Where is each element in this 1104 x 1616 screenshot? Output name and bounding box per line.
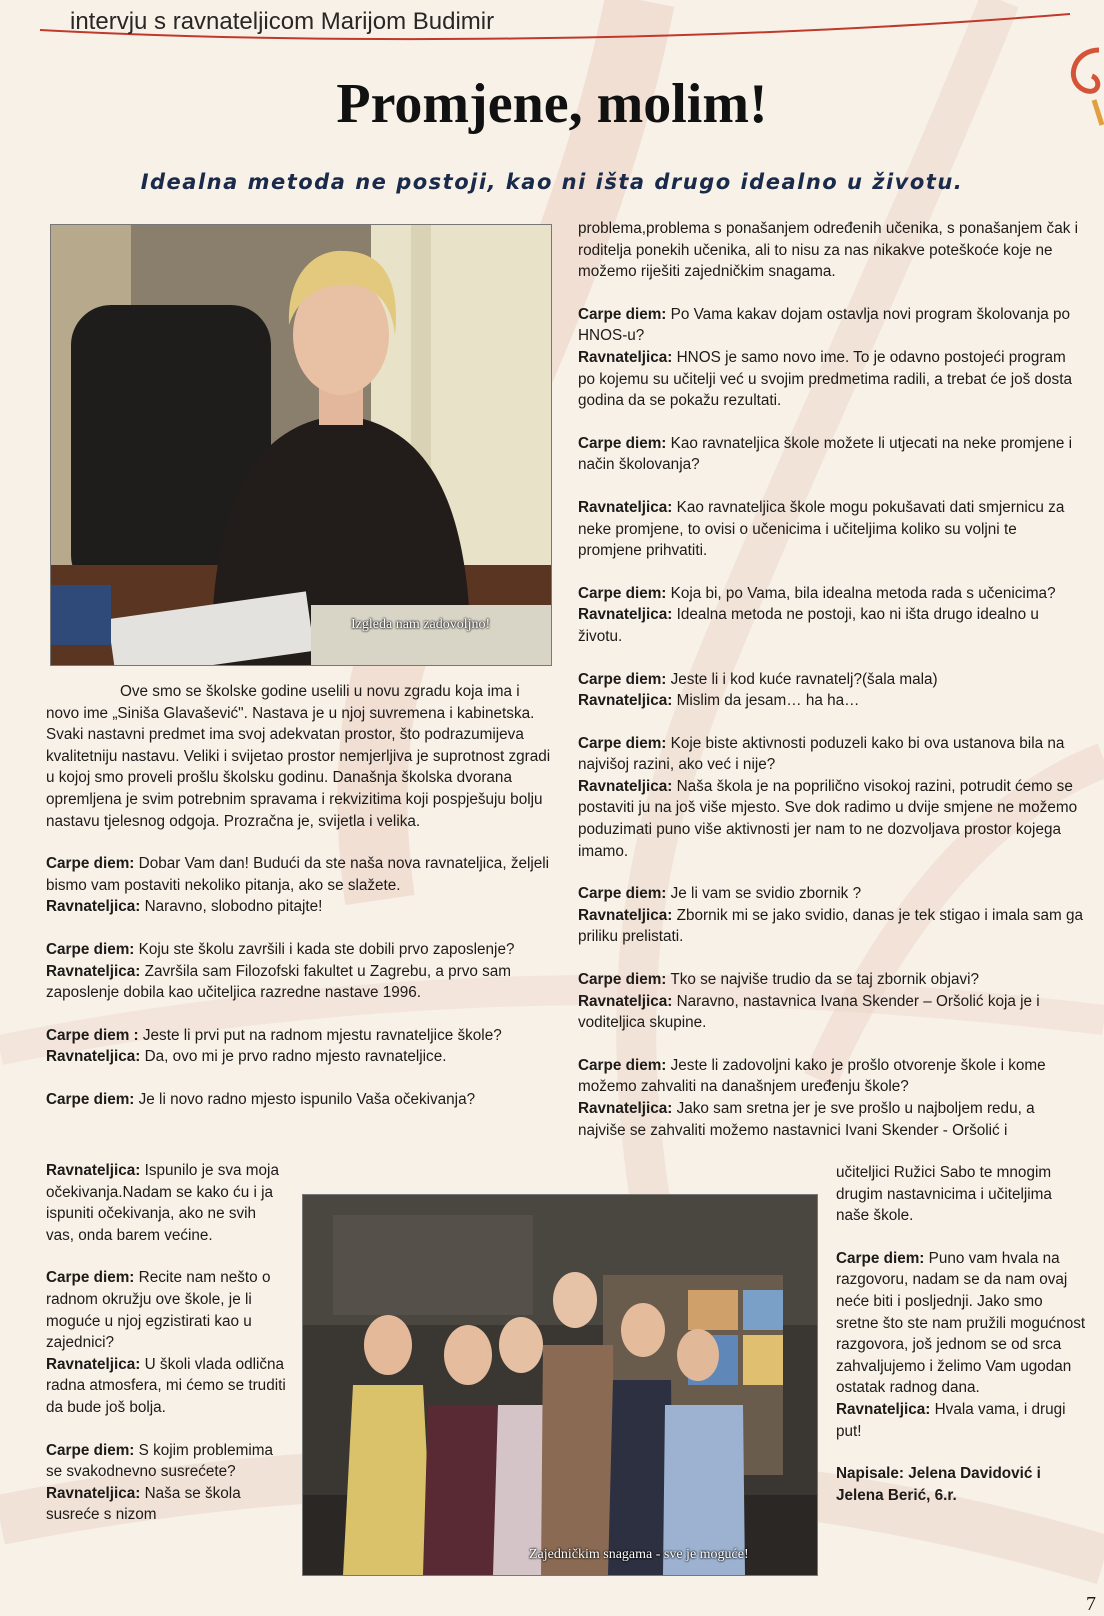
- intro-paragraph: Ove smo se školske godine uselili u novu zgradu koja ima i novo ime „Siniša Glavašević". Nastava je u njoj suvremena i kabinetska. Svaki nastavni predmet ima svoj adekvatan prostor, što podrazumijeva kvalitetniju nastavu. Veliki i svijetao prostor nemjerljiva je suprotnost zgradi u kojoj smo proveli prošlu školsku godinu. Današnja školska dvorana opremljena je svim potrebnim spravama i rekvizitima koji pospješuju bolju nastavu tjelesnog odgoja. Prozračna je, svijetla i velika.: [46, 683, 551, 830]
- question-text: S kojim problemima se svakodnevno susrećete?: [46, 1441, 273, 1481]
- interviewer-label: Carpe diem:: [46, 855, 135, 873]
- principal-photo-image: [51, 225, 551, 665]
- answer-text: U školi vlada odlična radna atmosfera, mi ćemo se truditi da bude još bolja.: [46, 1355, 286, 1416]
- principal-label: Ravnateljica:: [578, 1100, 673, 1117]
- interviewer-label: Carpe diem:: [46, 1090, 135, 1108]
- question-text: Jeste li prvi put na radnom mjestu ravnateljice škole?: [142, 1026, 502, 1044]
- principal-label: Ravnateljica:: [46, 898, 141, 916]
- interviewer-label: Carpe diem:: [578, 584, 667, 602]
- answer-text: Da, ovo mi je prvo radno mjesto ravnateljice.: [144, 1048, 447, 1066]
- interviewer-label: Carpe diem:: [578, 670, 667, 688]
- principal-label: Ravnateljica:: [46, 1048, 141, 1066]
- group-photo-caption: Zajedničkim snagama - sve je moguće!: [529, 1547, 749, 1562]
- answer-text: Hvala vama, i drugi put!: [836, 1400, 1066, 1440]
- page-number: 7: [1086, 1593, 1096, 1615]
- interviewer-label: Carpe diem:: [578, 434, 667, 452]
- interviewer-label: Carpe diem:: [578, 734, 667, 752]
- interviewer-label: Carpe diem:: [578, 885, 667, 903]
- qa-block: [578, 304, 1084, 412]
- qa-block: [578, 1055, 1084, 1141]
- answer-text: Idealna metoda ne postoji, kao ni išta drugo idealno u životu.: [578, 606, 1039, 645]
- question-text: Jeste li i kod kuće ravnatelj?(šala mala): [670, 670, 938, 688]
- interviewer-label: Carpe diem:: [578, 305, 667, 323]
- section-header: intervju s ravnateljicom Marijom Budimir: [70, 8, 495, 35]
- principal-label: Ravnateljica:: [836, 1400, 931, 1418]
- qa-block: [578, 969, 1084, 1034]
- interviewer-label: Carpe diem:: [46, 1269, 135, 1287]
- principal-label: Ravnateljica:: [46, 962, 141, 980]
- answer-text: Naravno, slobodno pitajte!: [144, 898, 323, 916]
- question-text: Koju ste školu završili i kada ste dobili prvo zaposlenje?: [138, 940, 515, 958]
- interviewer-label: Carpe diem:: [836, 1249, 925, 1267]
- principal-label: Ravnateljica:: [578, 692, 673, 710]
- answer-text: Kao ravnateljica škole mogu pokušavati dati smjernicu za neke promjene, to ovisi o učenicima i učiteljima koliko su voljni te promjene prihvatiti.: [578, 498, 1065, 560]
- left-column: [46, 681, 554, 1111]
- interviewer-label: Carpe diem :: [46, 1026, 139, 1044]
- qa-block: [578, 497, 1084, 562]
- question-text: Recite nam nešto o radnom okružju ove škole, je li moguće u njoj egzistirati kao u zajednici?: [46, 1269, 271, 1352]
- question-text: Koje biste aktivnosti poduzeli kako bi ova ustanova bila na najvišoj razini, ako već i nije?: [578, 734, 1065, 774]
- qa-block: [836, 1248, 1086, 1442]
- group-photo: [302, 1194, 818, 1576]
- qa-block: [578, 433, 1084, 476]
- right-column: [578, 218, 1084, 1141]
- question-text: Je li vam se svidio zbornik ?: [670, 885, 862, 903]
- principal-label: Ravnateljica:: [46, 1484, 141, 1502]
- question-text: Jeste li zadovoljni kako je prošlo otvorenje škole i kome možemo zahvaliti na današnjem uređenju škole?: [578, 1056, 1046, 1096]
- qa-block: [46, 1440, 286, 1526]
- question-text: Koja bi, po Vama, bila idealna metoda rada s učenicima?: [670, 584, 1056, 602]
- qa-block: [578, 733, 1084, 863]
- principal-photo: [50, 224, 552, 666]
- answer-text: Jako sam sretna jer je sve prošlo u najboljem redu, a najviše se zahvaliti možemo nastavnici Ivani Skender - Oršolić i: [578, 1100, 1035, 1139]
- qa-block: [578, 669, 1084, 712]
- qa-block: [578, 583, 1084, 648]
- qa-block: [46, 853, 554, 918]
- question-text: Tko se najviše trudio da se taj zbornik objavi?: [670, 971, 980, 989]
- right-narrow-column: [836, 1162, 1086, 1527]
- answer-text: Naša se škola susreće s nizom: [46, 1484, 241, 1524]
- principal-photo-caption: Izgleda nam zadovoljno!: [351, 617, 491, 632]
- article-subtitle: Idealna metoda ne postoji, kao ni išta drugo idealno u životu.: [140, 170, 964, 194]
- answer-text: Zbornik mi se jako svidio, danas je tek stigao i imala sam ga priliku prelistati.: [578, 906, 1084, 946]
- principal-label: Ravnateljica:: [578, 606, 673, 624]
- answer-text: HNOS je samo novo ime. To je odavno postojeći program po kojemu su učitelji već u svojim predmetima radili, a trebat će još dosta godina da se pokažu rezultati.: [578, 348, 1072, 410]
- principal-label: Ravnateljica:: [578, 992, 673, 1010]
- principal-label: Ravnateljica:: [578, 777, 673, 795]
- answer-text: Ispunilo je sva moja očekivanja.Nadam se kako ću i ja ispuniti očekivanja, ako ne svih vas, onda barem većine.: [46, 1162, 279, 1244]
- question-text: Dobar Vam dan! Budući da ste naša nova ravnateljica, željeli bismo vam postaviti nekoliko pitanja, ako se slažete.: [46, 855, 550, 894]
- principal-label: Ravnateljica:: [578, 498, 673, 516]
- question-text: Puno vam hvala na razgovoru, nadam se da nam ovaj neće biti i posljednji. Jako smo sretne što ste nam pružili mogućnost razgovora, još jednom se od srca zahvaljujemo i želimo Vam ugodan ostatak radnog dana.: [836, 1249, 1086, 1397]
- continuation-paragraph: učiteljici Ružici Sabo te mnogim drugim nastavnicima i učiteljima naše škole.: [836, 1164, 1052, 1225]
- question-text: Kao ravnateljica škole možete li utjecati na neke promjene i način školovanja?: [578, 434, 1072, 474]
- answer-text: Naša škola je na poprilično visokoj razini, potrudit ćemo se postaviti ju na još više mjesto. Sve dok radimo u dvije smjene ne možemo poduzimati puno više aktivnosti jer nam to ne dozvoljava prostor kojega imamo.: [578, 777, 1078, 860]
- qa-block: [46, 1160, 286, 1246]
- interviewer-label: Carpe diem:: [46, 1441, 135, 1459]
- interviewer-label: Carpe diem:: [578, 1056, 667, 1074]
- interviewer-label: Carpe diem:: [578, 971, 667, 989]
- group-photo-image: [303, 1195, 817, 1575]
- answer-text: Mislim da jesam… ha ha…: [676, 692, 860, 710]
- interviewer-label: Carpe diem:: [46, 940, 135, 958]
- answer-text: Završila sam Filozofski fakultet u Zagrebu, a prvo sam zaposlenje dobila kao učiteljica razredne nastave 1996.: [46, 962, 512, 1002]
- continuation-paragraph: problema,problema s ponašanjem određenih učenika, s ponašanjem čak i roditelja ponekih učenika, ali to nisu za nas nikakve poteškoće koje ne možemo riješiti zajedničkim snagama.: [578, 220, 1078, 281]
- answer-text: Naravno, nastavnica Ivana Skender – Oršolić koja je i voditeljica skupine.: [578, 992, 1040, 1032]
- qa-block: [46, 1089, 554, 1111]
- principal-label: Ravnateljica:: [46, 1162, 141, 1179]
- principal-label: Ravnateljica:: [578, 348, 673, 366]
- principal-label: Ravnateljica:: [578, 906, 673, 924]
- qa-block: [46, 939, 554, 1004]
- question-text: Po Vama kakav dojam ostavlja novi program školovanja po HNOS-u?: [578, 305, 1070, 345]
- principal-label: Ravnateljica:: [46, 1355, 141, 1373]
- byline: Napisale: Jelena Davidović i Jelena Berić, 6.r.: [836, 1465, 1041, 1504]
- article-title: Promjene, molim!: [336, 73, 768, 135]
- qa-block: [46, 1025, 554, 1068]
- question-text: Je li novo radno mjesto ispunilo Vaša očekivanja?: [138, 1090, 476, 1108]
- qa-block: [46, 1267, 286, 1418]
- left-narrow-column: [46, 1160, 286, 1547]
- qa-block: [578, 883, 1084, 948]
